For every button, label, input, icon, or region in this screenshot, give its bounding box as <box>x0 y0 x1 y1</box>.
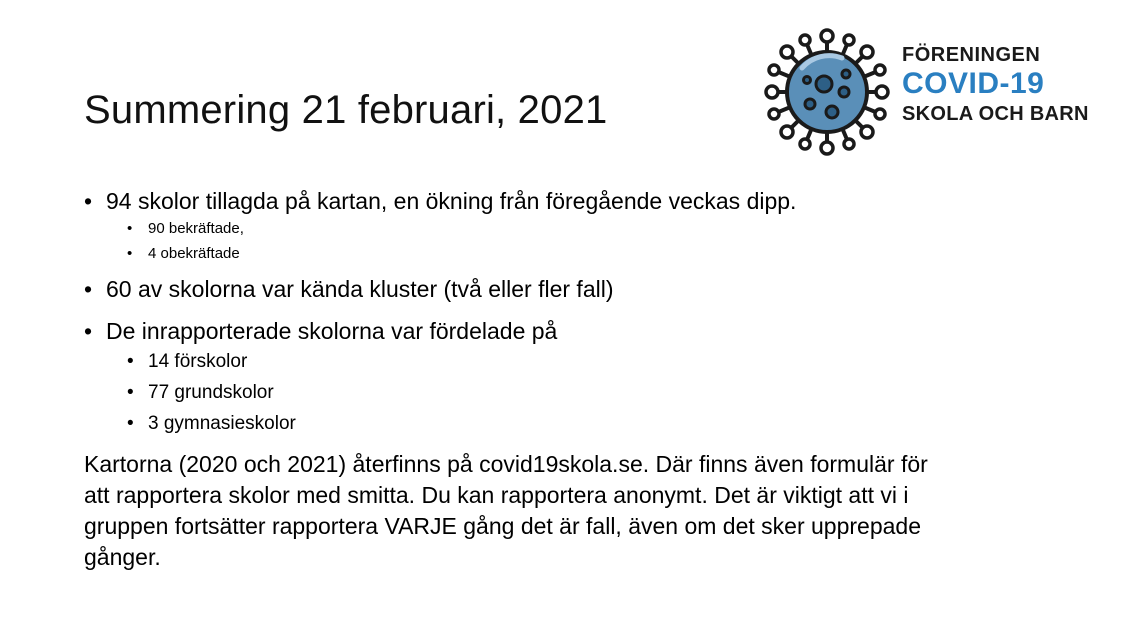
sub-bullet-preschools: • 14 förskolor <box>84 346 984 377</box>
sub-bullet-primary-schools: • 77 grundskolor <box>84 377 984 408</box>
virus-icon <box>762 28 892 156</box>
slide-body <box>84 186 984 573</box>
logo-line-covid19: COVID-19 <box>902 67 1045 100</box>
sub-bullet-unconfirmed: • 4 obekräftade <box>84 241 984 266</box>
logo-line-foreningen: FÖRENINGEN <box>902 44 1041 66</box>
info-paragraph: Kartorna (2020 och 2021) återfinns på covid19skola.se. Där finns även formulär för att rapportera skolor med smitta. Du kan rapportera anonymt. Det är viktigt att vi i gruppen fortsätter rapportera VARJE gång det är fall, även om det sker upprepade gånger. <box>84 451 928 570</box>
sub-bullet-upper-secondary: • 3 gymnasieskolor <box>84 408 984 439</box>
bullet-clusters: • 60 av skolorna var kända kluster (två eller fler fall) <box>84 274 984 304</box>
logo <box>762 28 1112 156</box>
logo-line-skola-och-barn: SKOLA OCH BARN <box>902 103 1089 125</box>
bullet-schools-added: • 94 skolor tillagda på kartan, en ökning från föregående veckas dipp. <box>84 186 984 216</box>
bullet-distribution: • De inrapporterade skolorna var fördelade på <box>84 316 984 346</box>
slide-title: Summering 21 februari, 2021 <box>84 88 608 132</box>
logo-text <box>902 42 1089 128</box>
bullet-list <box>84 186 984 439</box>
sub-bullet-confirmed: • 90 bekräftade, <box>84 216 984 241</box>
